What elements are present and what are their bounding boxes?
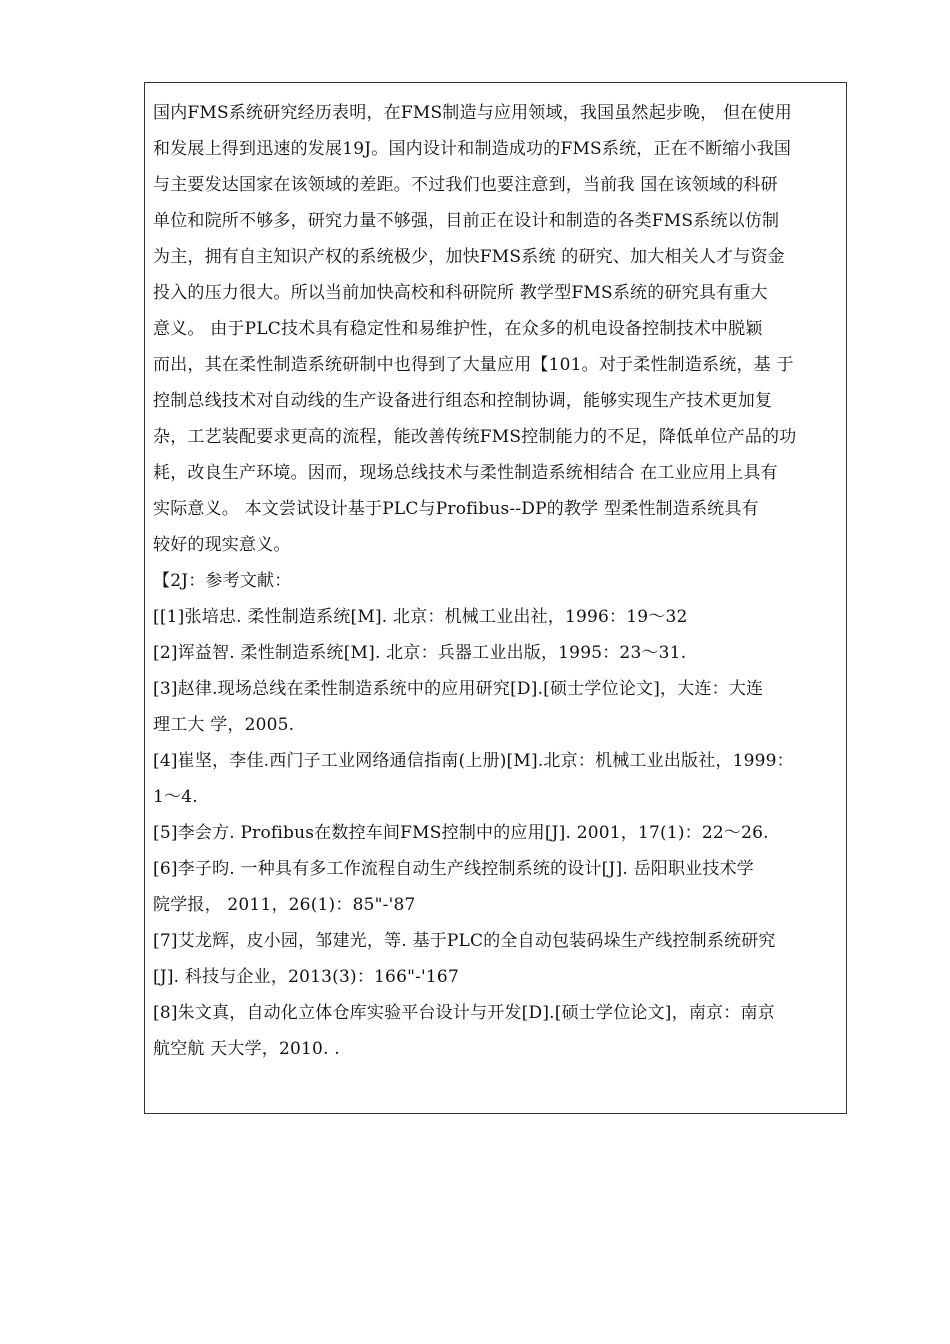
reference-line: 航空航 天大学，2010. . <box>153 1039 340 1059</box>
reference-line: [[1]张培忠. 柔性制造系统[M]. 北京：机械工业出社，1996：19～32 <box>153 607 688 627</box>
document-body <box>153 95 841 1067</box>
reference-line: [5]李会方. Profibus在数控车间FMS控制中的应用[J]. 2001，17(1)：22～26. <box>153 823 769 843</box>
paragraph-line: 控制总线技术对自动线的生产设备进行组态和控制协调，能够实现生产技术更加复 <box>153 391 773 411</box>
paragraph-line: 为主，拥有自主知识产权的系统极少，加快FMS系统 的研究、加大相关人才与资金 <box>153 247 785 267</box>
reference-line: 1～4. <box>153 787 198 807</box>
paragraph-line: 单位和院所不够多，研究力量不够强，目前正在设计和制造的各类FMS系统以仿制 <box>153 211 780 231</box>
reference-line: [8]朱文真，自动化立体仓库实验平台设计与开发[D].[硕士学位论文]，南京：南京 <box>153 1003 775 1023</box>
reference-line: [6]李子昀. 一种具有多工作流程自动生产线控制系统的设计[J]. 岳阳职业技术学 <box>153 859 754 879</box>
reference-line: 院学报， 2011，26(1)：85"-'87 <box>153 895 416 915</box>
paragraph-line: 实际意义。 本文尝试设计基于PLC与Profibus--DP的教学 型柔性制造系统具有 <box>153 499 759 519</box>
paragraph-line: 耗，改良生产环境。因而，现场总线技术与柔性制造系统相结合 在工业应用上具有 <box>153 463 778 483</box>
reference-line: [J]. 科技与企业，2013(3)：166"-'167 <box>153 967 459 987</box>
paragraph-line: 国内FMS系统研究经历表明，在FMS制造与应用领域，我国虽然起步晚， 但在使用 <box>153 103 792 123</box>
references-heading: 【2J：参考文献： <box>153 571 292 591</box>
paragraph-line: 较好的现实意义。 <box>153 535 291 555</box>
reference-line: [3]赵律.现场总线在柔性制造系统中的应用研究[D].[硕士学位论文]，大连：大连 <box>153 679 764 699</box>
reference-line: [2]诨益智. 柔性制造系统[M]. 北京：兵器工业出版，1995：23～31. <box>153 643 687 663</box>
paragraph-line: 意义。 由于PLC技术具有稳定性和易维护性，在众多的机电设备控制技术中脱颖 <box>153 319 763 339</box>
content-table-cell <box>144 82 847 1114</box>
paragraph-line: 投入的压力很大。所以当前加快高校和科研院所 教学型FMS系统的研究具有重大 <box>153 283 768 303</box>
paragraph-line: 与主要发达国家在该领域的差距。不过我们也要注意到，当前我 国在该领域的科研 <box>153 175 778 195</box>
reference-line: [7]艾龙辉，皮小园，邹建光，等. 基于PLC的全自动包装码垛生产线控制系统研究 <box>153 931 776 951</box>
paragraph-line: 而出，其在柔性制造系统研制中也得到了大量应用【101。对于柔性制造系统，基 于 <box>153 355 794 375</box>
paragraph-line: 和发展上得到迅速的发展19J。国内设计和制造成功的FMS系统，正在不断缩小我国 <box>153 139 792 159</box>
paragraph-line: 杂，工艺装配要求更高的流程，能改善传统FMS控制能力的不足，降低单位产品的功 <box>153 427 797 447</box>
reference-line: 理工大 学，2005. <box>153 715 295 735</box>
reference-line: [4]崔坚，李佳.西门子工业网络通信指南(上册)[M].北京：机械工业出版社，1999： <box>153 751 794 771</box>
